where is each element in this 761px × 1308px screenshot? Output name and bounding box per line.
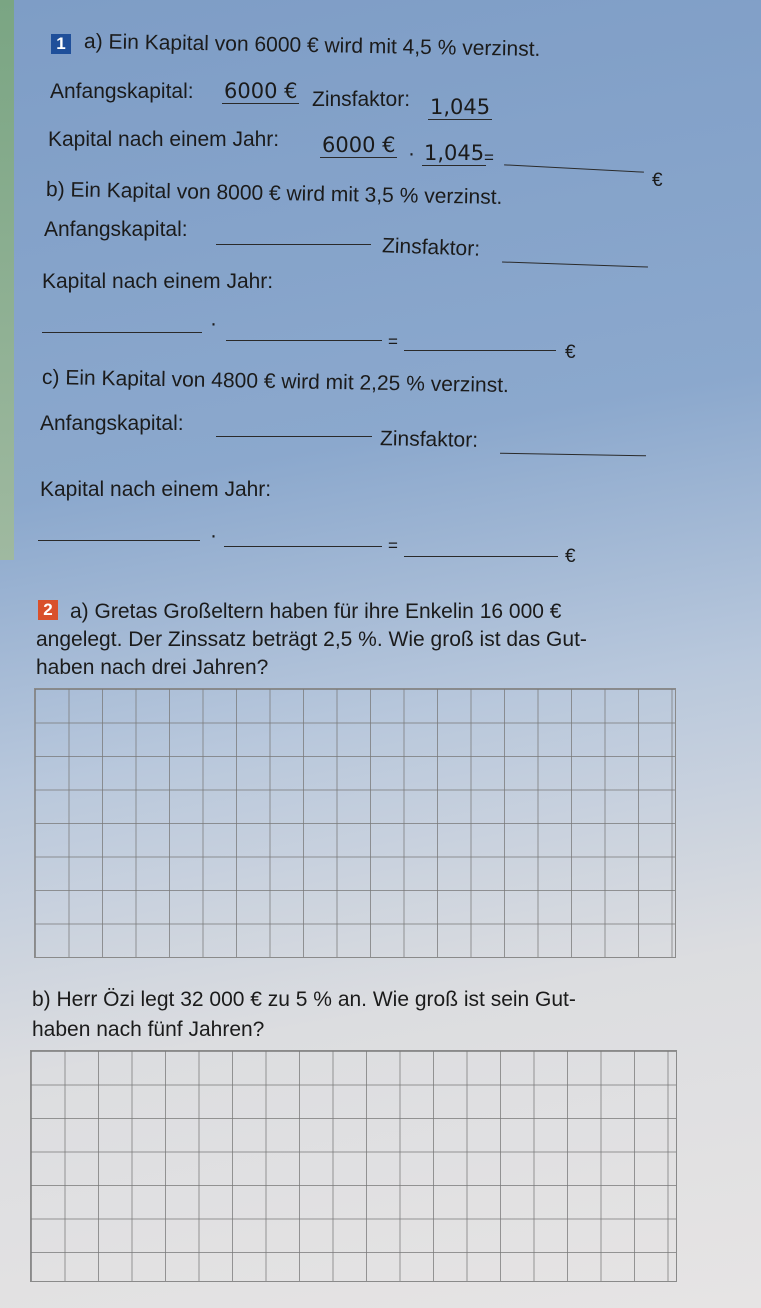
task1c-factor-blank xyxy=(224,546,382,547)
task1a-text: a) Ein Kapital von 6000 € wird mit 4,5 % verzinst. xyxy=(83,30,541,61)
task1b-anfang-blank xyxy=(216,244,371,245)
task1b-jahr-label: Kapital nach einem Jahr: xyxy=(42,270,274,293)
task1c-capital-blank xyxy=(38,540,200,541)
task1c-anfang-blank xyxy=(216,436,372,437)
task1a-zins-answer: 1,045 xyxy=(430,95,491,119)
task1c-result-blank xyxy=(404,556,558,557)
task2b-line1: b) Herr Özi legt 32 000 € zu 5 % an. Wie groß ist sein Gut- xyxy=(32,988,576,1011)
task1b-equals: = xyxy=(388,332,398,351)
task1b-result-blank xyxy=(404,350,556,351)
task1c-equals: = xyxy=(388,536,398,555)
worksheet-page xyxy=(14,0,761,1308)
task1a-anfang-label: Anfangskapital: xyxy=(50,80,194,103)
task2a-line2: angelegt. Der Zinssatz beträgt 2,5 %. Wie groß ist das Gut- xyxy=(36,628,587,651)
task1c-dot: · xyxy=(210,524,217,547)
task-number-1: 1 xyxy=(51,34,71,54)
task1b-anfang-label: Anfangskapital: xyxy=(44,218,188,241)
task1b-factor-blank xyxy=(226,340,382,341)
task1b-zins-blank xyxy=(502,261,648,267)
task1a-euro: € xyxy=(652,170,663,191)
task1b-zins-label: Zinsfaktor: xyxy=(381,234,481,261)
task1c-anfang-label: Anfangskapital: xyxy=(40,412,184,435)
task2b-line2: haben nach fünf Jahren? xyxy=(32,1018,265,1041)
task1a-jahr-capital-answer: 6000 € xyxy=(322,133,396,157)
task2a-line1: a) Gretas Großeltern haben für ihre Enkelin 16 000 € xyxy=(70,600,562,623)
task1c-text: c) Ein Kapital von 4800 € wird mit 2,25 % verzinst. xyxy=(41,365,510,398)
task2a-grid-paper xyxy=(34,688,676,958)
task1b-text: b) Ein Kapital von 8000 € wird mit 3,5 % verzinst. xyxy=(45,178,503,209)
task1a-jahr-factor-answer: 1,045 xyxy=(424,141,485,165)
task2a-line3: haben nach drei Jahren? xyxy=(36,656,269,679)
task1a-equals: = xyxy=(484,148,494,167)
task2b-grid-paper xyxy=(30,1050,677,1282)
task1c-zins-blank xyxy=(500,453,646,457)
page-edge-color xyxy=(0,0,14,560)
task1b-capital-blank xyxy=(42,332,202,333)
task1c-zins-label: Zinsfaktor: xyxy=(379,427,479,452)
task1b-dot: · xyxy=(210,312,217,335)
task1a-anfang-answer: 6000 € xyxy=(224,79,298,103)
task1a-result-blank xyxy=(504,164,644,172)
task1b-euro: € xyxy=(565,342,576,363)
task1a-zins-label: Zinsfaktor: xyxy=(312,88,411,111)
task1a-jahr-label: Kapital nach einem Jahr: xyxy=(48,128,280,151)
task-number-2: 2 xyxy=(38,600,58,620)
task1c-euro: € xyxy=(565,546,576,567)
task1a-dot: · xyxy=(408,142,415,165)
task1c-jahr-label: Kapital nach einem Jahr: xyxy=(40,478,272,501)
